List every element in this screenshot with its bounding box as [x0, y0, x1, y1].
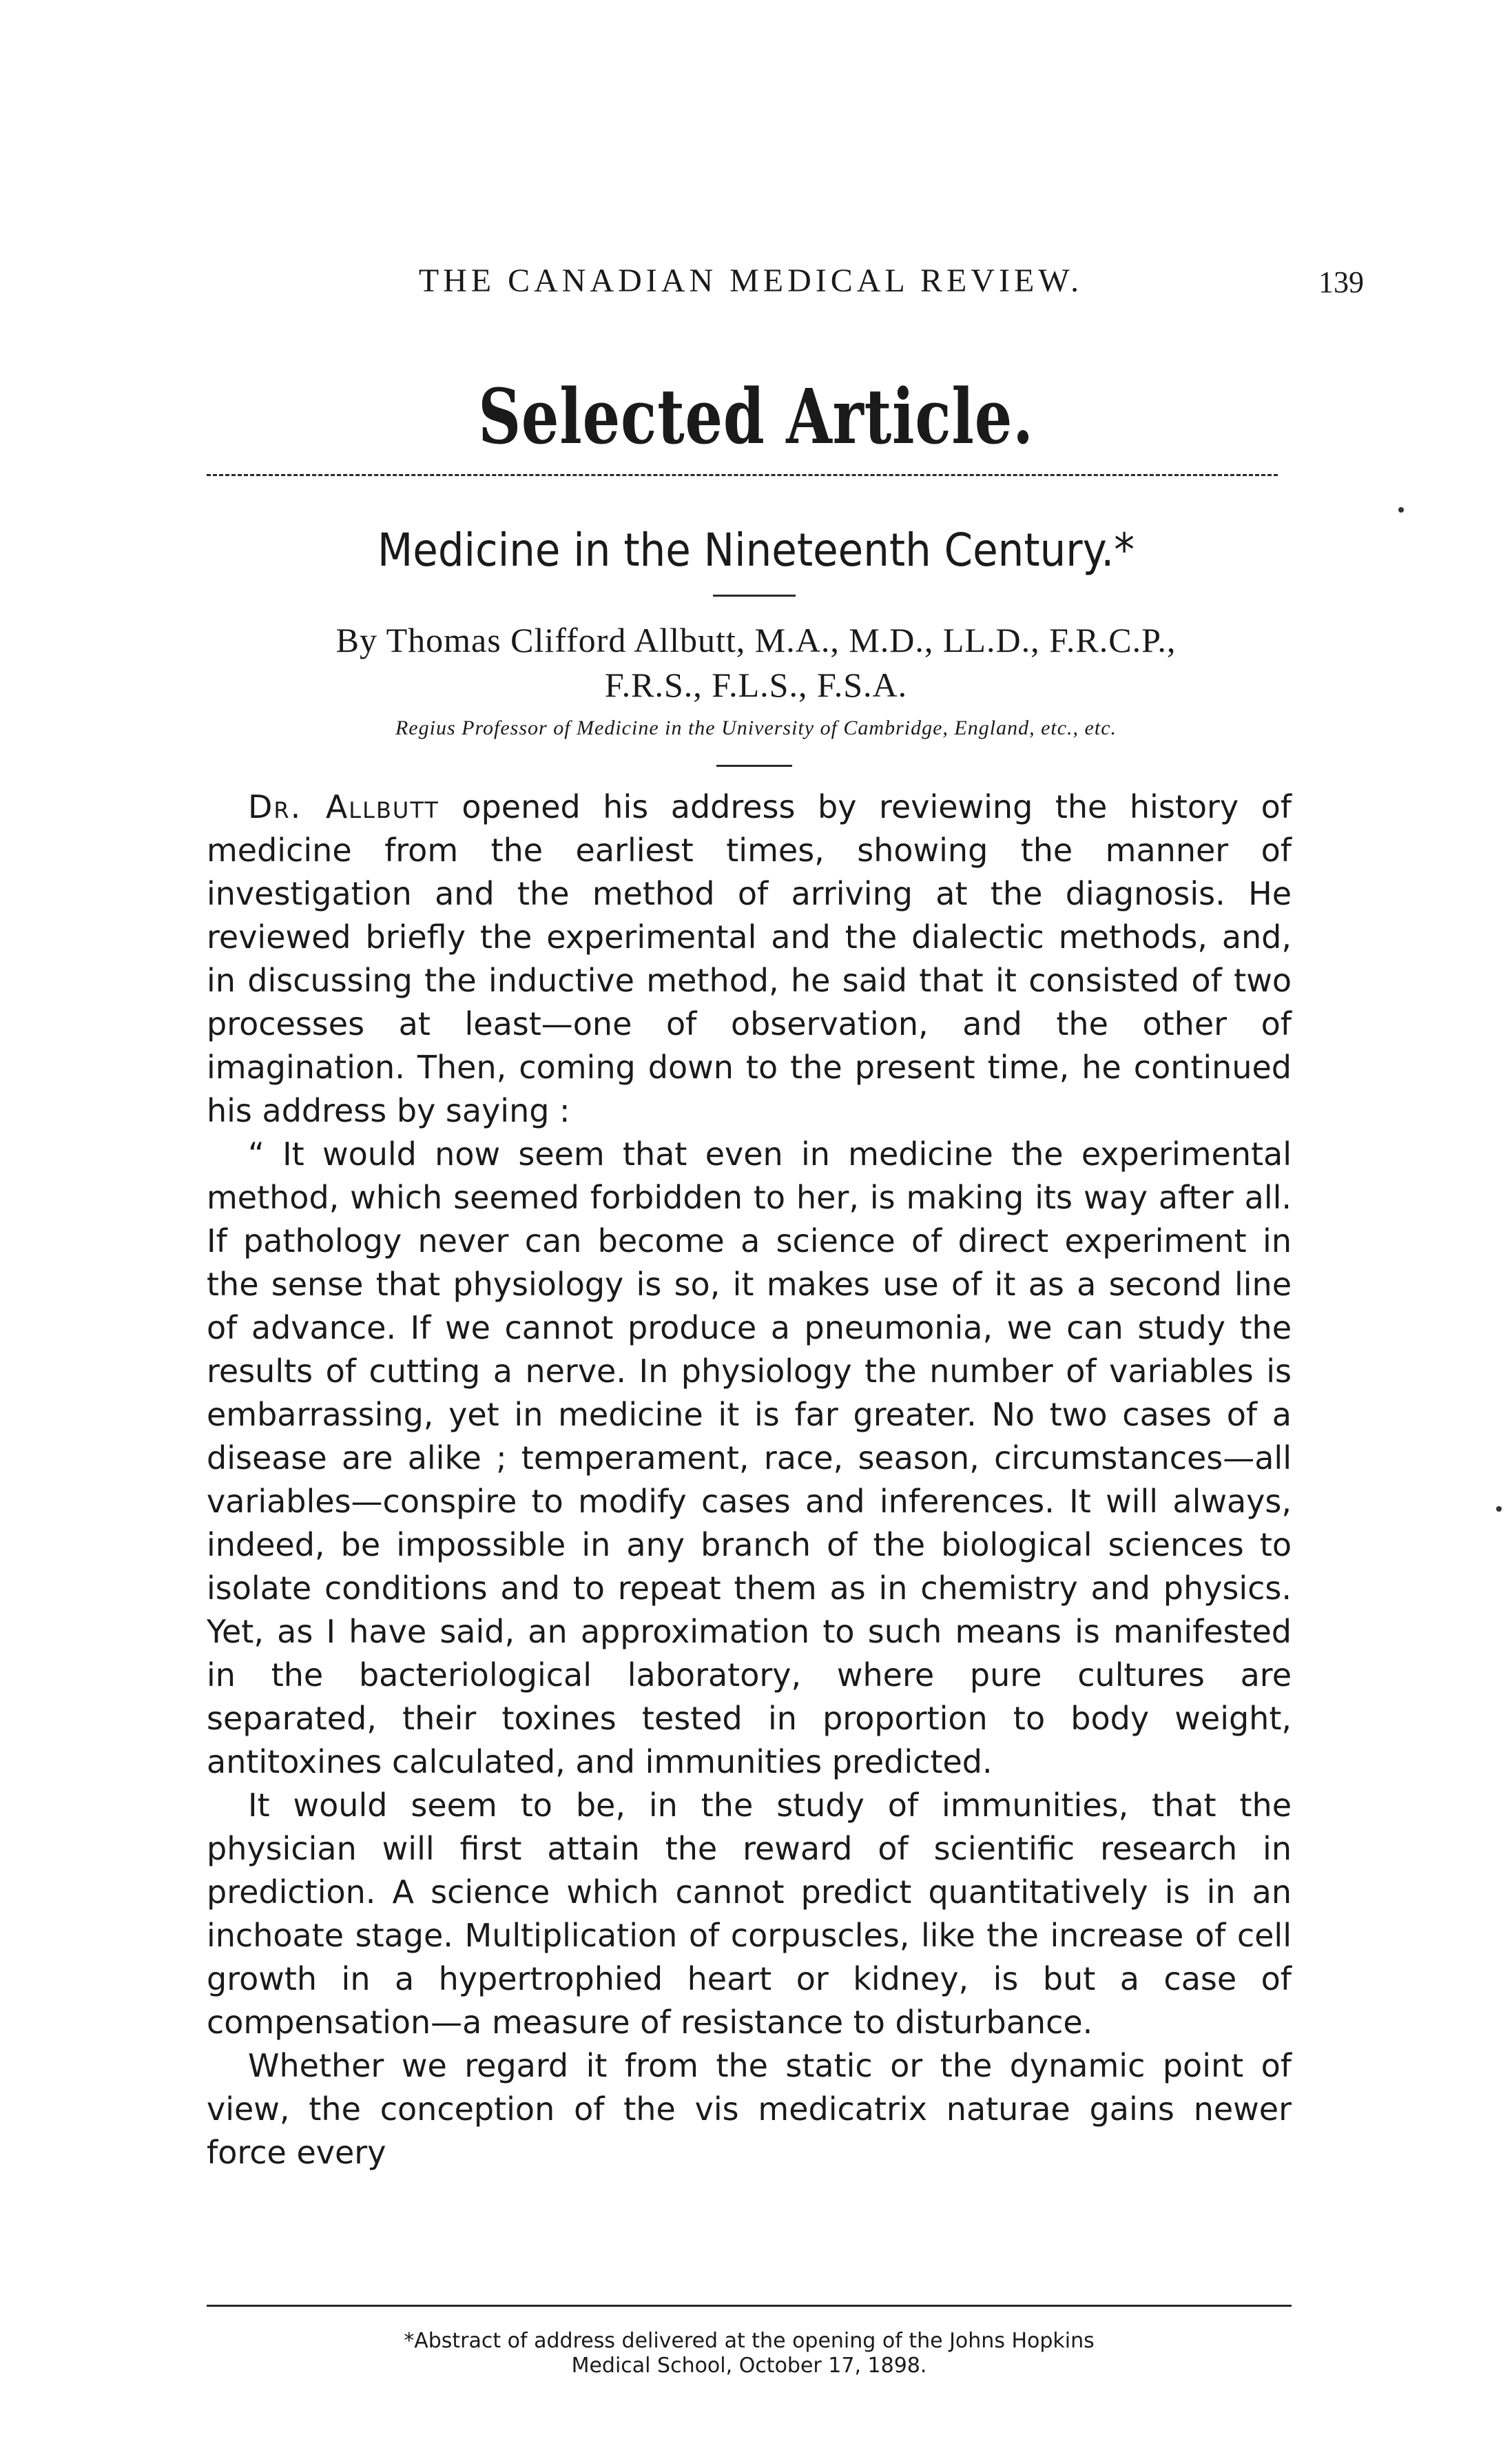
paragraph-quote: “ It would now seem that even in medicine the experimental method, which seemed forbidden to her, is making its way after all. If pathology never can become a science of direct experiment in the sense that physiology is so, it makes use of it as a second line of advance. If we cannot produce a pneumonia, we can study the results of cutting a nerve. In physiology the number of variables is embarrassing, yet in medicine it is far greater. No two cases of a disease are alike ; temperament, race, season, circumstances—all variables—conspire to modify cases and inferences. It will always, indeed, be impossible in any branch of the biological sciences to isolate conditions and to repeat them as in chemistry and physics. Yet, as I have said, an approximation to such means is manifested in the bacteriological laboratory, where pure cultures are separated, their toxines tested in proportion to body weight, antitoxines calculated, and immunities predicted.	[207, 1135, 1292, 1780]
paragraph-intro	[207, 785, 1292, 1133]
intro-lead: Dr. Allbutt	[248, 788, 439, 825]
article-title: Medicine in the Nineteenth Century.*	[377, 524, 1135, 577]
section-heading: Selected Article.	[478, 372, 1034, 461]
author-byline: By Thomas Clifford Allbutt, M.A., M.D., LL.D., F.R.C.P.,	[335, 621, 1177, 659]
intro-text: opened his address by reviewing the history of medicine from the earliest times, showing the manner of investigation and the method of arriving at the diagnosis. He reviewed briefly the experimental and the dialectic methods, and, in discussing the inductive method, he said that it consisted of two processes at least—one of observation, and the other of imagination. Then, coming down to the present time, he continued his address by saying :	[207, 788, 1292, 1129]
title-divider	[713, 595, 796, 597]
paragraph-immunities: It would seem to be, in the study of immunities, that the physician will first attain the reward of scientific research in prediction. A science which cannot predict quantitatively is in an inchoate stage. Multiplication of corpuscles, like the increase of cell growth in a hypertrophied heart or kidney, is but a case of compensation—a measure of resistance to disturbance.	[207, 1787, 1292, 2041]
margin-mark	[1398, 507, 1404, 513]
author-affiliation: Regius Professor of Medicine in the University of Cambridge, England, etc., etc.	[395, 717, 1117, 739]
author-credentials: F.R.S., F.L.S., F.S.A.	[604, 666, 908, 704]
footnote	[207, 2329, 1292, 2378]
byline-divider	[716, 765, 792, 767]
page-number: 139	[1318, 265, 1364, 299]
article-body	[207, 785, 1292, 2174]
footnote-line-2: Medical School, October 17, 1898.	[571, 2354, 927, 2378]
margin-mark	[1496, 1506, 1502, 1512]
paragraph-vis-medicatrix: Whether we regard it from the static or the dynamic point of view, the conception of the vis medicatrix naturae gains newer force every	[207, 2047, 1292, 2171]
footnote-divider	[207, 2305, 1292, 2307]
running-head: THE CANADIAN MEDICAL REVIEW.	[418, 263, 1084, 299]
footnote-line-1: *Abstract of address delivered at the opening of the Johns Hopkins	[404, 2329, 1095, 2353]
section-divider	[207, 474, 1278, 476]
